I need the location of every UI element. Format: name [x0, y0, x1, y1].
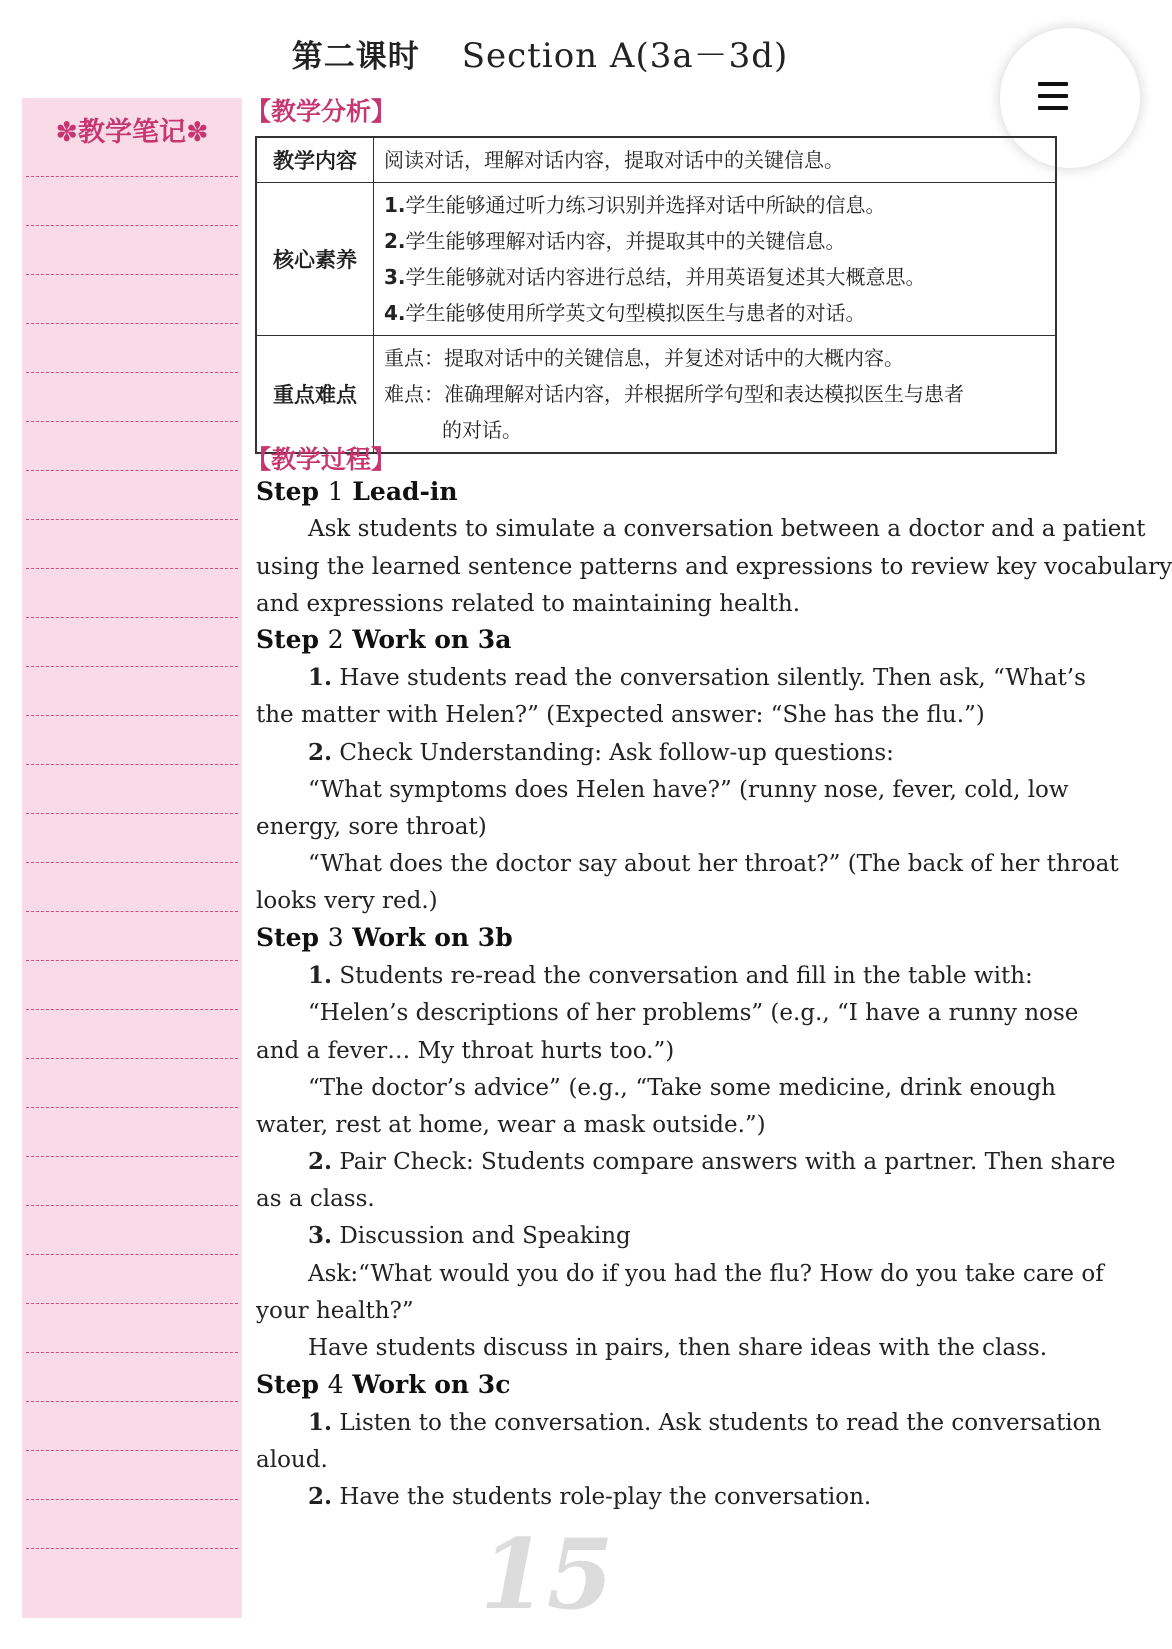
text-line: Ask:“What would you do if you had the flu? How do you take care of	[308, 1261, 1104, 1287]
text-line: 1. Students re-read the conversation and fill in the table with:	[308, 962, 1033, 989]
note-line	[26, 225, 238, 226]
content-label: 教学内容	[256, 137, 374, 183]
key-label: 重点难点	[256, 336, 374, 454]
note-line	[26, 323, 238, 324]
text-line: water, rest at home, wear a mask outside.”)	[256, 1112, 766, 1138]
process-heading: 【教学过程】	[246, 445, 397, 474]
notes-sidebar	[22, 98, 242, 1618]
text-line: “The doctor’s advice” (e.g., “Take some medicine, drink enough	[308, 1075, 1056, 1101]
note-line	[26, 1009, 238, 1010]
core-item: 1.学生能够通过听力练习识别并选择对话中所缺的信息。	[384, 193, 886, 217]
text-line: Have students discuss in pairs, then share ideas with the class.	[308, 1335, 1048, 1361]
note-line	[26, 421, 238, 422]
text-line: Ask students to simulate a conversation between a doctor and a patient	[308, 516, 1146, 542]
text-line: and a fever… My throat hurts too.”)	[256, 1038, 675, 1064]
note-line	[26, 1450, 238, 1451]
core-label: 核心素养	[256, 183, 374, 336]
notes-sidebar-title: ✽教学笔记✽	[55, 117, 209, 148]
note-line	[26, 862, 238, 863]
note-line	[26, 617, 238, 618]
step-heading: Step 3 Work on 3b	[256, 923, 513, 952]
note-line	[26, 1303, 238, 1304]
note-line	[26, 1156, 238, 1157]
note-line	[26, 274, 238, 275]
lesson-label: 第二课时	[291, 39, 420, 75]
text-line: “What symptoms does Helen have?” (runny nose, fever, cold, low	[308, 777, 1069, 803]
text-line: 2. Pair Check: Students compare answers with a partner. Then share	[308, 1148, 1116, 1175]
text-line: as a class.	[256, 1186, 375, 1212]
note-line	[26, 911, 238, 912]
note-line	[26, 666, 238, 667]
note-line	[26, 813, 238, 814]
note-line	[26, 568, 238, 569]
note-line	[26, 764, 238, 765]
note-line	[26, 960, 238, 961]
hamburger-menu-icon[interactable]	[1038, 82, 1068, 110]
text-line: the matter with Helen?” (Expected answer: “She has the flu.”)	[256, 702, 985, 728]
note-line	[26, 1401, 238, 1402]
note-line	[26, 1499, 238, 1500]
note-line	[26, 1254, 238, 1255]
text-line: using the learned sentence patterns and expressions to review key vocabulary	[256, 554, 1172, 580]
core-item: 3.学生能够就对话内容进行总结，并用英语复述其大概意思。	[384, 265, 926, 289]
section-label: Section A(3a－3d)	[461, 36, 789, 76]
text-line: 2. Check Understanding: Ask follow-up questions:	[308, 739, 894, 766]
key-points: 重点：提取对话中的关键信息，并复述对话中的大概内容。 难点：准确理解对话内容，并根据所学句型和表达模拟医生与患者 的对话。	[374, 336, 1057, 454]
text-line: your health?”	[256, 1298, 414, 1324]
step-heading: Step 4 Work on 3c	[256, 1370, 511, 1399]
note-line	[26, 519, 238, 520]
text-line: 3. Discussion and Speaking	[308, 1222, 631, 1249]
note-line	[26, 176, 238, 177]
note-line	[26, 1107, 238, 1108]
step-heading: Step 1 Lead-in	[256, 477, 458, 506]
content-text: 阅读对话，理解对话内容，提取对话中的关键信息。	[374, 137, 1057, 183]
core-item: 4.学生能够使用所学英文句型模拟医生与患者的对话。	[384, 301, 866, 325]
note-line	[26, 1548, 238, 1549]
page-number: 15	[480, 1518, 614, 1631]
note-line	[26, 1058, 238, 1059]
note-line	[26, 1352, 238, 1353]
core-item: 2.学生能够理解对话内容，并提取其中的关键信息。	[384, 229, 846, 253]
step-heading: Step 2 Work on 3a	[256, 625, 512, 654]
core-items	[374, 183, 1057, 336]
note-line	[26, 372, 238, 373]
note-line	[26, 715, 238, 716]
text-line: 2. Have the students role-play the conversation.	[308, 1483, 872, 1510]
note-line	[26, 470, 238, 471]
text-line: “Helen’s descriptions of her problems” (e.g., “I have a runny nose	[308, 1000, 1079, 1026]
text-line: energy, sore throat)	[256, 814, 487, 840]
text-line: 1. Listen to the conversation. Ask students to read the conversation	[308, 1409, 1102, 1436]
text-line: aloud.	[256, 1447, 328, 1473]
text-line: 1. Have students read the conversation silently. Then ask, “What’s	[308, 664, 1086, 691]
analysis-table	[255, 136, 1057, 454]
text-line: looks very red.)	[256, 888, 438, 914]
page-title	[0, 28, 1080, 77]
analysis-heading: 【教学分析】	[246, 97, 397, 126]
note-line	[26, 1205, 238, 1206]
text-line: and expressions related to maintaining health.	[256, 591, 801, 617]
text-line: “What does the doctor say about her throat?” (The back of her throat	[308, 851, 1119, 877]
